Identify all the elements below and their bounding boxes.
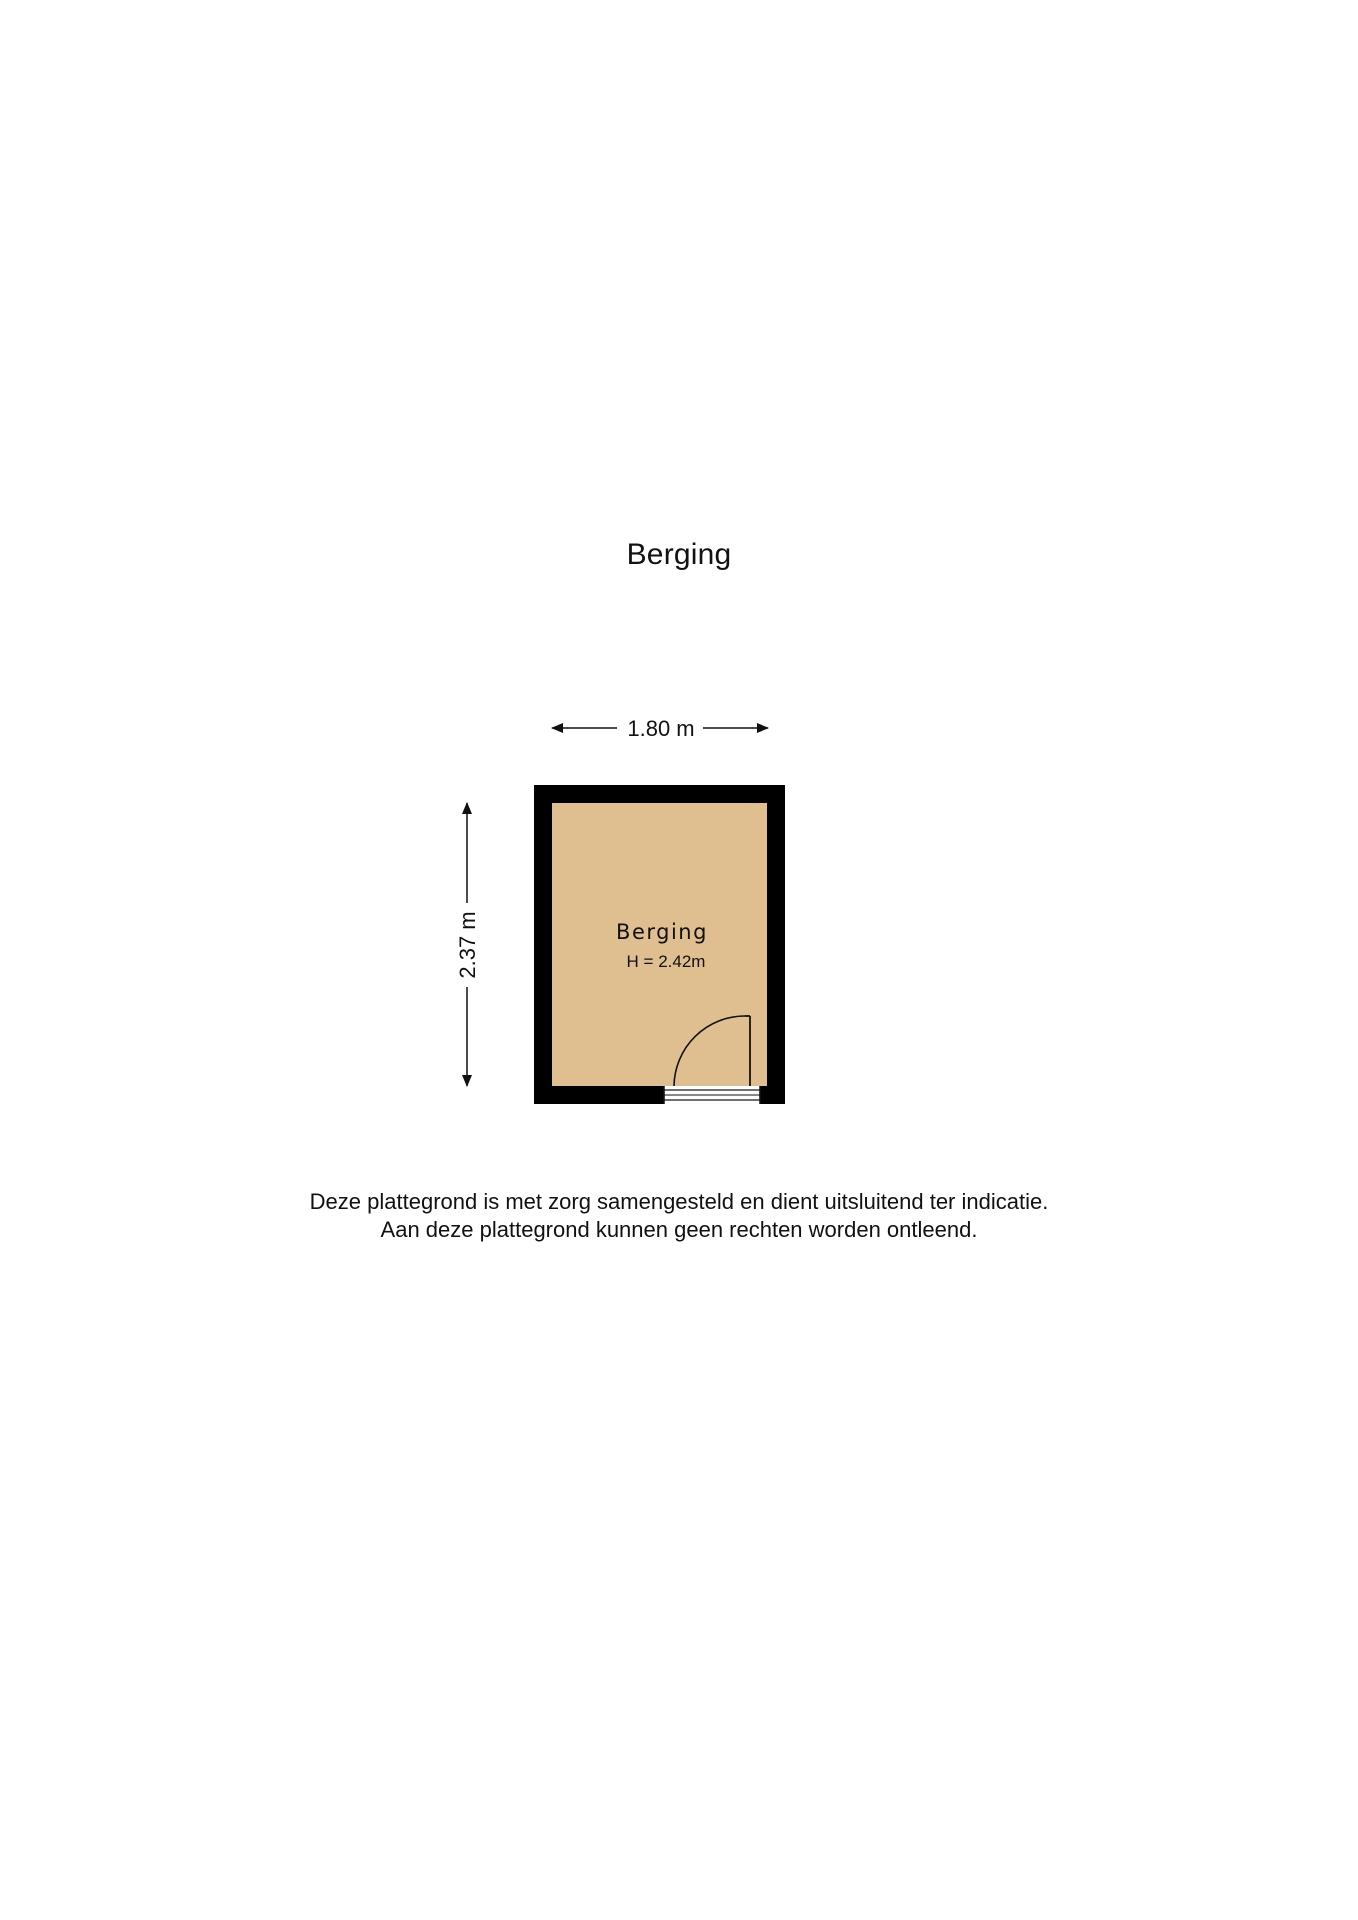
room-floor: [552, 803, 767, 1086]
page-title: Berging: [626, 538, 732, 571]
storage-room: [534, 785, 785, 1104]
width-dimension-label: 1.80 m: [627, 716, 695, 741]
disclaimer-line-2: Aan deze plattegrond kunnen geen rechten worden ontleend.: [380, 1217, 978, 1242]
depth-dimension: [455, 803, 480, 1086]
width-dimension: [552, 716, 768, 741]
depth-dimension-label: 2.37 m: [455, 911, 480, 979]
room-height-label: H = 2.42m: [626, 952, 706, 971]
disclaimer-line-1: Deze plattegrond is met zorg samengesteld en dient uitsluitend ter indicatie.: [309, 1189, 1049, 1214]
disclaimer: [0, 1188, 1358, 1244]
room-name-label: Berging: [616, 920, 708, 944]
